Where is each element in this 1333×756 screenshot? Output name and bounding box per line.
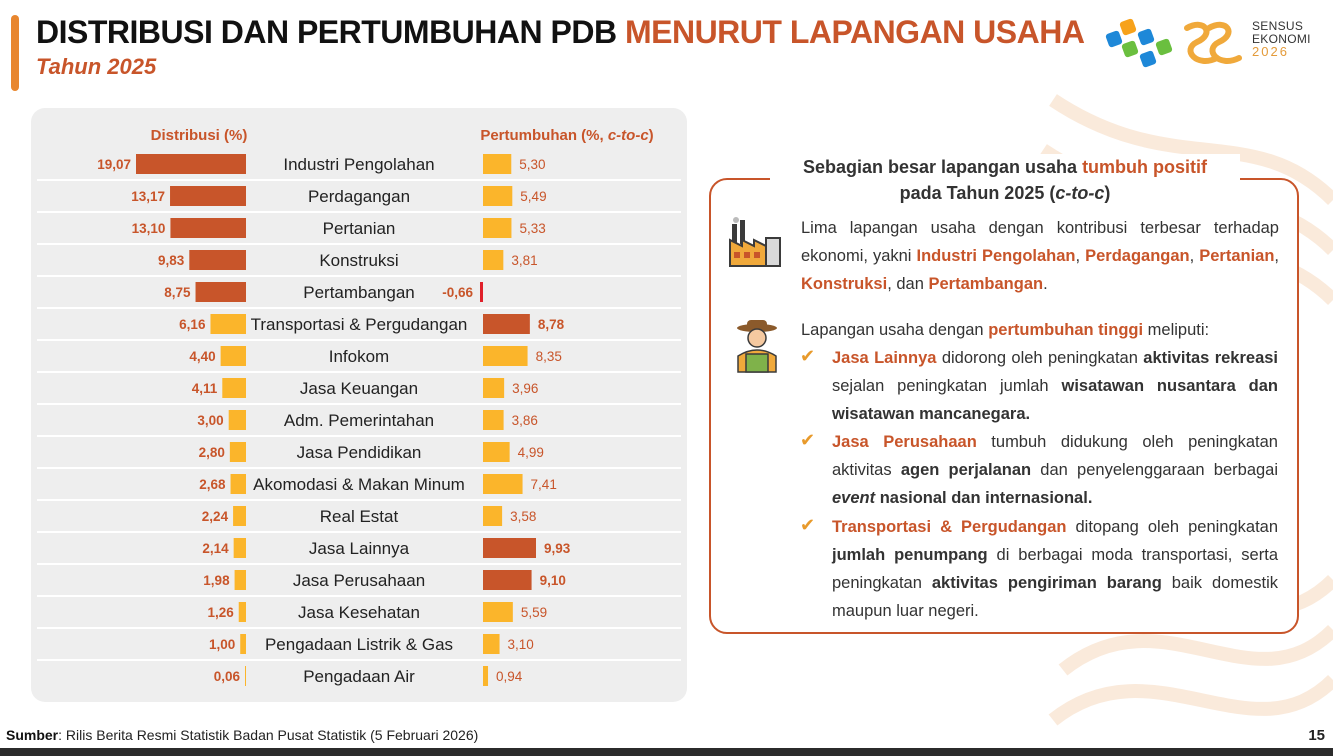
growth-bar bbox=[483, 538, 536, 558]
farmer-icon bbox=[730, 318, 784, 374]
page-title bbox=[36, 14, 1084, 51]
p2-text-2: meliputi: bbox=[1143, 321, 1210, 339]
bullet-2-text-2: dan penyelenggaraan berbagai bbox=[1031, 461, 1279, 479]
distribution-bar bbox=[229, 410, 246, 430]
bullet-2-bold-1: agen perjalanan bbox=[900, 461, 1032, 479]
distribution-label: 13,17 bbox=[131, 189, 166, 204]
growth-label: 4,99 bbox=[517, 445, 544, 460]
title-accent-bar bbox=[11, 15, 19, 91]
category-label: Konstruksi bbox=[319, 251, 399, 270]
distribution-bar bbox=[189, 250, 246, 270]
category-label: Jasa Lainnya bbox=[308, 539, 410, 558]
distribution-label: 13,10 bbox=[131, 221, 166, 236]
category-label: Akomodasi & Makan Minum bbox=[253, 475, 465, 494]
distribution-label: 1,00 bbox=[208, 637, 236, 652]
bullet-2-italic: event bbox=[832, 489, 876, 507]
category-label: Infokom bbox=[328, 347, 390, 366]
box-title-line2-italic: c-to-c bbox=[1055, 183, 1105, 203]
insight-box-title bbox=[770, 154, 1240, 206]
distribution-bar bbox=[233, 506, 246, 526]
p1-keyword-3: Pertanian bbox=[1199, 247, 1275, 265]
category-label: Adm. Pemerintahan bbox=[283, 411, 435, 430]
distribution-bar bbox=[170, 218, 246, 238]
category-label: Jasa Keuangan bbox=[299, 379, 419, 398]
p1-text-3: , bbox=[1189, 247, 1200, 265]
bullet-text bbox=[832, 513, 1278, 625]
check-icon: ✔ bbox=[800, 346, 816, 366]
growth-label: 8,78 bbox=[537, 317, 565, 332]
distribution-bar bbox=[221, 346, 246, 366]
growth-bar bbox=[483, 506, 502, 526]
box-title-line2-prefix: pada Tahun 2025 ( bbox=[899, 183, 1056, 203]
bullet-1-bold-2: wisatawan nusantara dan wisatawan mancanegara. bbox=[832, 377, 1278, 423]
growth-bar bbox=[483, 570, 532, 590]
distribution-label: 6,16 bbox=[179, 317, 206, 332]
distribution-bar bbox=[222, 378, 246, 398]
distribution-bar bbox=[245, 666, 246, 686]
growth-bar bbox=[483, 218, 511, 238]
distribution-label: 8,75 bbox=[164, 285, 191, 300]
growth-label: 7,41 bbox=[530, 477, 557, 492]
bullet-text bbox=[832, 344, 1278, 428]
box-title-prefix: Sebagian besar lapangan usaha bbox=[802, 157, 1083, 177]
left-axis-header: Distribusi (%) bbox=[150, 127, 248, 144]
growth-label: 5,59 bbox=[520, 605, 548, 620]
bullet-2-keyword: Jasa Perusahaan bbox=[832, 433, 977, 451]
distribution-bar bbox=[239, 602, 246, 622]
page-subtitle: Tahun 2025 bbox=[36, 54, 157, 79]
distribution-bar bbox=[234, 538, 246, 558]
growth-bar bbox=[483, 474, 523, 494]
bullet-3-text-1: ditopang oleh peningkatan bbox=[1066, 518, 1279, 536]
growth-label: 3,81 bbox=[511, 253, 538, 268]
growth-bar bbox=[483, 378, 504, 398]
growth-label: 0,94 bbox=[496, 669, 523, 684]
bullet-2-text-1: tumbuh didukung oleh peningkatan aktivitas bbox=[832, 433, 1278, 479]
p1-keyword-5: Pertambangan bbox=[928, 275, 1044, 293]
p1-text-1: Lima lapangan usaha dengan kontribusi terbesar terhadap ekonomi, yakni bbox=[801, 219, 1279, 265]
box-title-line2-suffix: ) bbox=[1104, 183, 1111, 203]
p1-text-5: , dan bbox=[887, 275, 929, 293]
source-text: : Rilis Berita Resmi Statistik Badan Pusat Statistik (5 Februari 2026) bbox=[58, 727, 479, 743]
bullet-2-bold-2: nasional dan internasional. bbox=[875, 489, 1093, 507]
bullet-1-bold-1: aktivitas rekreasi bbox=[1143, 349, 1279, 367]
page-title-accent: MENURUT LAPANGAN USAHA bbox=[624, 14, 1085, 50]
source-label: Sumber bbox=[6, 727, 59, 743]
p1-keyword-2: Perdagangan bbox=[1085, 247, 1190, 265]
box-title-accent: tumbuh positif bbox=[1082, 157, 1208, 177]
growth-bar bbox=[483, 634, 500, 654]
growth-bar bbox=[483, 666, 488, 686]
growth-bar bbox=[483, 154, 511, 174]
category-label: Industri Pengolahan bbox=[283, 155, 435, 174]
distribution-label: 0,06 bbox=[213, 669, 240, 684]
category-label: Jasa Pendidikan bbox=[296, 443, 422, 462]
bullet-1-text-1: didorong oleh peningkatan bbox=[936, 349, 1144, 367]
growth-bar bbox=[483, 186, 512, 206]
check-icon: ✔ bbox=[800, 430, 816, 450]
growth-label: 3,58 bbox=[510, 509, 537, 524]
right-axis-header: Pertumbuhan (%, c-to-c) bbox=[480, 127, 654, 144]
category-label: Pertanian bbox=[322, 219, 396, 238]
distribution-bar bbox=[240, 634, 246, 654]
bullet-3-bold-2: aktivitas pengiriman barang bbox=[931, 574, 1162, 592]
insight-paragraph-2 bbox=[801, 316, 1279, 344]
p2-keyword-1: pertumbuhan tinggi bbox=[988, 321, 1144, 339]
growth-label: 8,35 bbox=[535, 349, 562, 364]
distribution-label: 2,80 bbox=[198, 445, 225, 460]
p2-text-1: Lapangan usaha dengan bbox=[801, 321, 989, 339]
check-icon: ✔ bbox=[800, 515, 816, 535]
distribution-label: 4,11 bbox=[191, 381, 218, 396]
distribution-label: 2,14 bbox=[202, 541, 229, 556]
distribution-bar bbox=[170, 186, 246, 206]
logo-line-3: 2026 bbox=[1252, 44, 1289, 60]
growth-label: 3,86 bbox=[511, 413, 538, 428]
logo-line-2: EKONOMI bbox=[1252, 31, 1311, 46]
distribution-label: 2,68 bbox=[199, 477, 226, 492]
page-number: 15 bbox=[1308, 727, 1325, 744]
distribution-label: 19,07 bbox=[97, 157, 131, 172]
category-label: Pengadaan Listrik & Gas bbox=[264, 635, 454, 654]
category-label: Transportasi & Pergudangan bbox=[250, 315, 468, 334]
growth-bar bbox=[483, 250, 503, 270]
category-label: Jasa Perusahaan bbox=[292, 571, 426, 590]
bullet-3-text-2: di berbagai moda transportasi, serta peningkatan bbox=[832, 546, 1278, 592]
page-title-main: DISTRIBUSI DAN PERTUMBUHAN PDB bbox=[36, 14, 617, 50]
growth-label: 5,30 bbox=[519, 157, 546, 172]
growth-label: 3,10 bbox=[507, 637, 534, 652]
bullet-3-bold-1: jumlah penumpang bbox=[832, 546, 988, 564]
p1-text-4: , bbox=[1274, 247, 1280, 265]
distribution-label: 4,40 bbox=[189, 349, 216, 364]
growth-label: -0,66 bbox=[442, 285, 473, 300]
bullet-3-text-3: baik domestik maupun luar negeri. bbox=[832, 574, 1278, 620]
bullet-text bbox=[832, 428, 1278, 512]
growth-label: 5,33 bbox=[519, 221, 546, 236]
growth-label: 9,10 bbox=[539, 573, 566, 588]
category-label: Jasa Kesehatan bbox=[298, 603, 420, 622]
bullet-3-keyword: Transportasi & Pergudangan bbox=[832, 518, 1067, 536]
growth-bar bbox=[483, 314, 530, 334]
distribution-label: 3,00 bbox=[197, 413, 224, 428]
logo-line-1: SENSUS bbox=[1252, 19, 1304, 33]
distribution-bar bbox=[231, 474, 246, 494]
factory-icon bbox=[728, 216, 782, 270]
distribution-bar bbox=[235, 570, 246, 590]
bullet-1-keyword: Jasa Lainnya bbox=[832, 349, 937, 367]
distribution-bar bbox=[196, 282, 246, 302]
growth-label: 3,96 bbox=[512, 381, 539, 396]
distribution-label: 2,24 bbox=[201, 509, 229, 524]
source-note bbox=[6, 727, 478, 743]
growth-bar bbox=[483, 602, 513, 622]
bullet-1-text-2: sejalan peningkatan jumlah bbox=[832, 377, 1062, 395]
distribution-bar bbox=[136, 154, 246, 174]
insight-paragraph-1 bbox=[801, 214, 1279, 298]
distribution-label: 1,98 bbox=[203, 573, 230, 588]
distribution-label: 9,83 bbox=[158, 253, 185, 268]
p1-text-6: . bbox=[1043, 275, 1048, 293]
growth-bar bbox=[483, 346, 528, 366]
distribution-bar bbox=[210, 314, 246, 334]
distribution-bar bbox=[230, 442, 246, 462]
growth-bar bbox=[483, 410, 504, 430]
growth-bar bbox=[483, 442, 510, 462]
category-label: Pertambangan bbox=[303, 283, 415, 302]
distribution-label: 1,26 bbox=[207, 605, 234, 620]
category-label: Perdagangan bbox=[307, 187, 411, 206]
growth-label: 9,93 bbox=[544, 541, 571, 556]
category-label: Pengadaan Air bbox=[303, 667, 415, 686]
growth-label: 5,49 bbox=[520, 189, 547, 204]
pdb-distribution-growth-chart bbox=[31, 108, 687, 702]
p1-text-2: , bbox=[1075, 247, 1086, 265]
bottom-strip bbox=[0, 748, 1333, 756]
growth-bar bbox=[480, 282, 483, 302]
category-label: Real Estat bbox=[319, 507, 399, 526]
p1-keyword-1: Industri Pengolahan bbox=[916, 247, 1076, 265]
logo-text bbox=[1252, 20, 1311, 59]
p1-keyword-4: Konstruksi bbox=[801, 275, 888, 293]
